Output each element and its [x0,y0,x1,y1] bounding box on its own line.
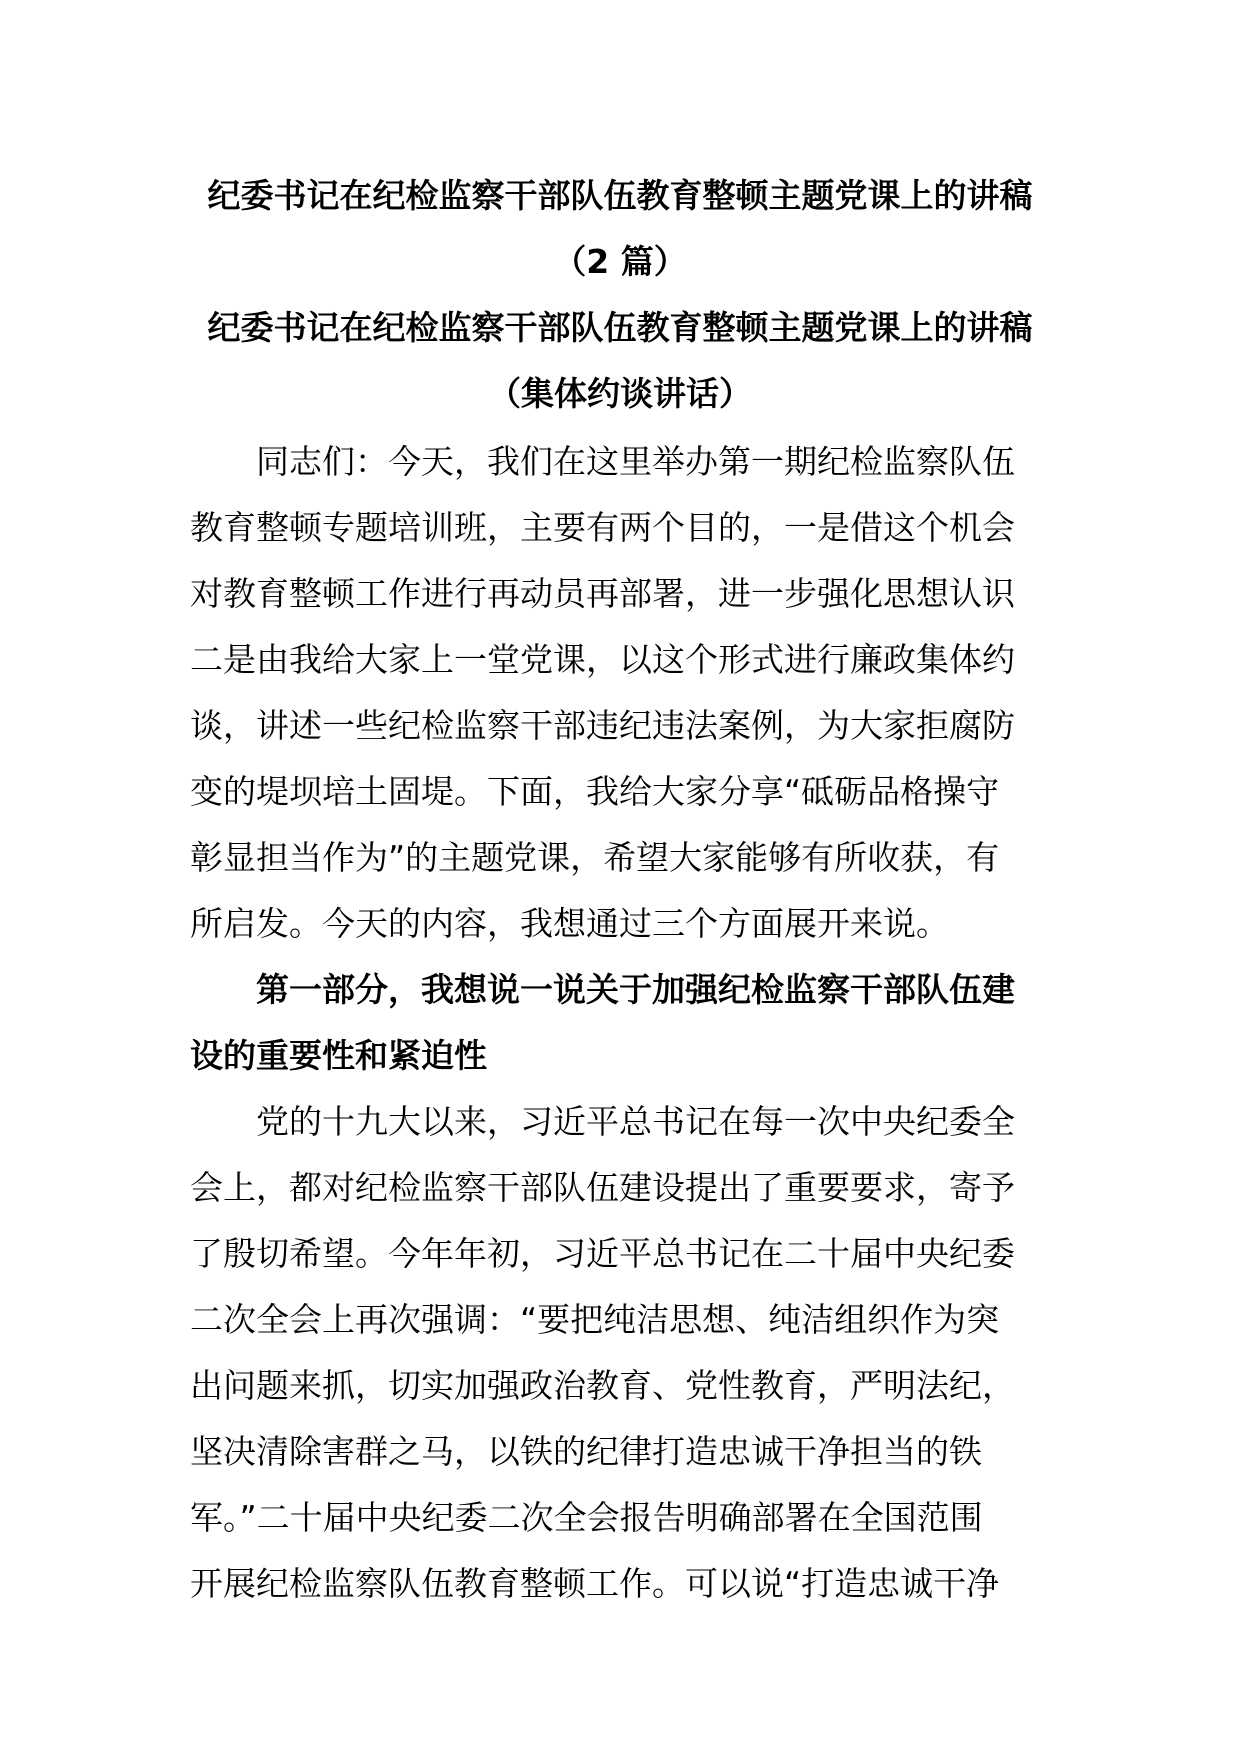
intro-line: 对教育整顿工作进行再动员再部署，进一步强化思想认识 [190,574,1015,613]
intro-line: 所启发。今天的内容，我想通过三个方面展开来说。 [190,904,949,943]
subtitle-line-1: 纪委书记在纪检监察干部队伍教育整顿主题党课上的讲稿 [207,308,1033,347]
intro-line: 教育整顿专题培训班，主要有两个目的，一是借这个机会 [190,508,1015,547]
section1-heading-line: 第一部分，我想说一说关于加强纪检监察干部队伍建 [190,970,1015,1009]
section1-body-line: 二次全会上再次强调：“要把纯洁思想、纯洁组织作为突 [190,1300,1000,1339]
section1-body-line: 了殷切希望。今年年初，习近平总书记在二十届中央纪委 [190,1234,1015,1273]
intro-line: 谈，讲述一些纪检监察干部违纪违法案例，为大家拒腐防 [190,706,1015,745]
section1-heading-line: 设的重要性和紧迫性 [190,1036,487,1075]
subtitle-line-2: （集体约谈讲话） [488,374,752,413]
section1-body-line: 党的十九大以来，习近平总书记在每一次中央纪委全 [190,1102,1015,1141]
section1-body-line: 军。”二十届中央纪委二次全会报告明确部署在全国范围 [190,1498,983,1537]
intro-line: 二是由我给大家上一堂党课，以这个形式进行廉政集体约 [190,640,1015,679]
intro-line: 彰显担当作为”的主题党课，希望大家能够有所收获，有 [190,838,1000,877]
section1-body-line: 开展纪检监察队伍教育整顿工作。可以说“打造忠诚干净 [190,1564,1000,1603]
section1-body-line: 坚决清除害群之马，以铁的纪律打造忠诚干净担当的铁 [190,1432,982,1471]
intro-line: 同志们：今天，我们在这里举办第一期纪检监察队伍 [190,442,1015,481]
intro-line: 变的堤坝培土固堤。下面，我给大家分享“砥砺品格操守 [190,772,1000,811]
section1-body-line: 出问题来抓，切实加强政治教育、党性教育，严明法纪， [190,1366,1015,1405]
section1-body-line: 会上，都对纪检监察干部队伍建设提出了重要要求，寄予 [190,1168,1015,1207]
title-line-1: 纪委书记在纪检监察干部队伍教育整顿主题党课上的讲稿 [207,176,1033,215]
title-line-2: （2 篇） [553,242,687,281]
